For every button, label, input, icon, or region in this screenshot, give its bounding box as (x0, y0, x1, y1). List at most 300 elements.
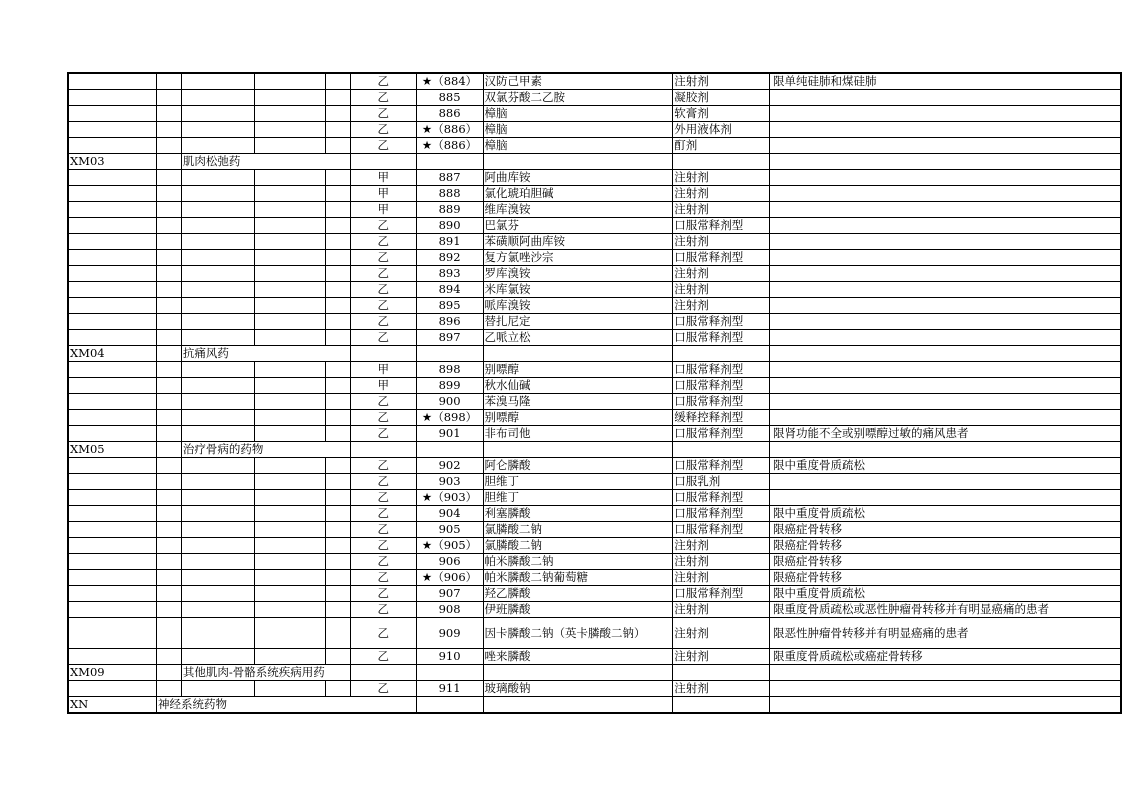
table-row (68, 122, 1121, 138)
sub-cell (326, 73, 351, 90)
category-cell (351, 154, 417, 170)
remark-cell (770, 106, 1121, 122)
sub-cell (157, 266, 182, 282)
code-cell (68, 218, 157, 234)
number-cell: 904 (416, 506, 483, 522)
drug-name-cell: 利塞膦酸 (483, 506, 673, 522)
code-cell (68, 394, 157, 410)
sub-cell (157, 522, 182, 538)
code-cell (68, 170, 157, 186)
number-cell: ★（905） (416, 538, 483, 554)
sub-cell (326, 490, 351, 506)
dosage-form-cell: 口服常释剂型 (673, 490, 770, 506)
code-cell (68, 314, 157, 330)
table-row (68, 346, 1121, 362)
sub-cell (255, 90, 326, 106)
number-cell: ★（906） (416, 570, 483, 586)
dosage-form-cell: 口服常释剂型 (673, 314, 770, 330)
dosage-form-cell: 注射剂 (673, 186, 770, 202)
group-code-cell: XM04 (68, 346, 157, 362)
number-cell: 911 (416, 681, 483, 697)
remark-cell (770, 314, 1121, 330)
dosage-form-cell: 口服常释剂型 (673, 250, 770, 266)
category-cell (351, 665, 417, 681)
drug-catalog-table (67, 72, 1122, 714)
code-cell (68, 298, 157, 314)
top-code-cell: XN (68, 697, 157, 714)
remark-cell: 限癌症骨转移 (770, 522, 1121, 538)
sub-cell (181, 73, 255, 90)
remark-cell (770, 330, 1121, 346)
drug-name-cell: 氯膦酸二钠 (483, 522, 673, 538)
dosage-form-cell (673, 154, 770, 170)
category-cell: 乙 (351, 618, 417, 649)
dosage-form-cell: 口服常释剂型 (673, 362, 770, 378)
sub-cell (181, 618, 255, 649)
dosage-form-cell: 口服常释剂型 (673, 506, 770, 522)
drug-name-cell: 汉防己甲素 (483, 73, 673, 90)
sub-cell (255, 522, 326, 538)
sub-cell (255, 186, 326, 202)
sub-cell (157, 218, 182, 234)
sub-cell (157, 458, 182, 474)
sub-cell (255, 538, 326, 554)
sub-cell (157, 330, 182, 346)
category-cell: 乙 (351, 506, 417, 522)
table-row (68, 330, 1121, 346)
number-cell: 903 (416, 474, 483, 490)
category-cell (351, 346, 417, 362)
sub-cell (326, 506, 351, 522)
category-cell: 乙 (351, 314, 417, 330)
sub-cell (181, 554, 255, 570)
drug-name-cell: 秋水仙碱 (483, 378, 673, 394)
dosage-form-cell: 注射剂 (673, 282, 770, 298)
dosage-form-cell: 注射剂 (673, 602, 770, 618)
group-code-cell: XM05 (68, 442, 157, 458)
number-cell: 890 (416, 218, 483, 234)
code-cell (68, 490, 157, 506)
remark-cell (770, 186, 1121, 202)
remark-cell (770, 122, 1121, 138)
number-cell (416, 346, 483, 362)
category-cell: 乙 (351, 522, 417, 538)
sub-cell (255, 554, 326, 570)
drug-name-cell: 替扎尼定 (483, 314, 673, 330)
drug-name-cell: 维库溴铵 (483, 202, 673, 218)
table-row (68, 378, 1121, 394)
remark-cell: 限重度骨质疏松或恶性肿瘤骨转移并有明显癌痛的患者 (770, 602, 1121, 618)
drug-name-cell: 樟脑 (483, 106, 673, 122)
category-cell: 乙 (351, 394, 417, 410)
dosage-form-cell: 注射剂 (673, 73, 770, 90)
dosage-form-cell: 注射剂 (673, 538, 770, 554)
table-row (68, 554, 1121, 570)
dosage-form-cell: 口服常释剂型 (673, 330, 770, 346)
drug-name-cell (483, 665, 673, 681)
sub-cell (181, 538, 255, 554)
sub-cell (181, 602, 255, 618)
remark-cell (770, 298, 1121, 314)
table-row (68, 474, 1121, 490)
code-cell (68, 554, 157, 570)
drug-name-cell: 双氯芬酸二乙胺 (483, 90, 673, 106)
sub-cell (255, 170, 326, 186)
number-cell: 893 (416, 266, 483, 282)
dosage-form-cell: 软膏剂 (673, 106, 770, 122)
sub-cell (326, 570, 351, 586)
dosage-form-cell: 外用液体剂 (673, 122, 770, 138)
remark-cell: 限中重度骨质疏松 (770, 506, 1121, 522)
number-cell (416, 665, 483, 681)
category-cell: 乙 (351, 266, 417, 282)
dosage-form-cell: 注射剂 (673, 649, 770, 665)
dosage-form-cell: 口服常释剂型 (673, 586, 770, 602)
dosage-form-cell: 注射剂 (673, 681, 770, 697)
number-cell: ★（886） (416, 138, 483, 154)
sub-cell (181, 586, 255, 602)
sub-cell (326, 649, 351, 665)
category-cell: 乙 (351, 538, 417, 554)
sub-cell (255, 250, 326, 266)
sub-cell (157, 122, 182, 138)
table-row (68, 570, 1121, 586)
code-cell (68, 618, 157, 649)
drug-name-cell (483, 346, 673, 362)
category-cell: 乙 (351, 90, 417, 106)
remark-cell: 限癌症骨转移 (770, 538, 1121, 554)
number-cell: 901 (416, 426, 483, 442)
sub-cell (326, 250, 351, 266)
drug-name-cell: 阿仑膦酸 (483, 458, 673, 474)
category-cell: 乙 (351, 458, 417, 474)
dosage-form-cell (673, 665, 770, 681)
dosage-form-cell: 口服常释剂型 (673, 394, 770, 410)
drug-name-cell: 非布司他 (483, 426, 673, 442)
sub-cell (157, 202, 182, 218)
sub-cell (326, 522, 351, 538)
sub-cell (157, 106, 182, 122)
table-row (68, 250, 1121, 266)
sub-cell (255, 138, 326, 154)
number-cell (416, 154, 483, 170)
drug-table-sheet (67, 72, 1122, 714)
sub-cell (157, 154, 182, 170)
remark-cell (770, 282, 1121, 298)
sub-cell (181, 490, 255, 506)
sub-cell (326, 458, 351, 474)
code-cell (68, 250, 157, 266)
remark-cell (770, 266, 1121, 282)
table-row (68, 522, 1121, 538)
category-cell: 乙 (351, 250, 417, 266)
drug-name-cell: 樟脑 (483, 138, 673, 154)
remark-cell (770, 234, 1121, 250)
category-cell: 乙 (351, 410, 417, 426)
number-cell: 895 (416, 298, 483, 314)
sub-cell (255, 649, 326, 665)
sub-cell (255, 681, 326, 697)
sub-cell (326, 282, 351, 298)
sub-cell (326, 602, 351, 618)
dosage-form-cell: 凝胶剂 (673, 90, 770, 106)
number-cell: 902 (416, 458, 483, 474)
sub-cell (326, 394, 351, 410)
sub-cell (157, 538, 182, 554)
drug-name-cell: 玻璃酸钠 (483, 681, 673, 697)
group-code-cell: XM03 (68, 154, 157, 170)
sub-cell (181, 330, 255, 346)
category-cell (351, 697, 417, 714)
sub-cell (157, 346, 182, 362)
table-row (68, 298, 1121, 314)
sub-cell (326, 618, 351, 649)
sub-cell (181, 202, 255, 218)
number-cell: ★（886） (416, 122, 483, 138)
remark-cell (770, 218, 1121, 234)
table-row (68, 426, 1121, 442)
sub-cell (157, 586, 182, 602)
code-cell (68, 90, 157, 106)
sub-cell (326, 538, 351, 554)
table-row (68, 618, 1121, 649)
sub-cell (157, 90, 182, 106)
sub-cell (326, 426, 351, 442)
code-cell (68, 234, 157, 250)
top-title-cell: 神经系统药物 (157, 697, 351, 714)
code-cell (68, 73, 157, 90)
category-cell: 甲 (351, 170, 417, 186)
sub-cell (157, 394, 182, 410)
category-cell: 乙 (351, 602, 417, 618)
dosage-form-cell: 缓释控释剂型 (673, 410, 770, 426)
table-body (68, 73, 1121, 713)
sub-cell (326, 138, 351, 154)
sub-cell (326, 442, 351, 458)
table-row (68, 602, 1121, 618)
code-cell (68, 282, 157, 298)
sub-cell (181, 522, 255, 538)
drug-name-cell: 帕米膦酸二钠葡萄糖 (483, 570, 673, 586)
sub-cell (181, 266, 255, 282)
sub-cell (255, 122, 326, 138)
sub-cell (326, 90, 351, 106)
dosage-form-cell: 酊剂 (673, 138, 770, 154)
number-cell: 894 (416, 282, 483, 298)
sub-cell (157, 506, 182, 522)
remark-cell (770, 681, 1121, 697)
number-cell: 907 (416, 586, 483, 602)
dosage-form-cell: 注射剂 (673, 570, 770, 586)
drug-name-cell: 巴氯芬 (483, 218, 673, 234)
dosage-form-cell: 口服常释剂型 (673, 522, 770, 538)
remark-cell (770, 362, 1121, 378)
code-cell (68, 138, 157, 154)
drug-name-cell: 帕米膦酸二钠 (483, 554, 673, 570)
group-title-cell: 抗痛风药 (181, 346, 325, 362)
code-cell (68, 586, 157, 602)
drug-name-cell: 羟乙膦酸 (483, 586, 673, 602)
sub-cell (157, 554, 182, 570)
table-row (68, 170, 1121, 186)
number-cell: ★（903） (416, 490, 483, 506)
drug-name-cell (483, 697, 673, 714)
sub-cell (181, 570, 255, 586)
category-cell: 乙 (351, 426, 417, 442)
category-cell: 乙 (351, 649, 417, 665)
sub-cell (255, 586, 326, 602)
number-cell: 886 (416, 106, 483, 122)
dosage-form-cell: 口服乳剂 (673, 474, 770, 490)
remark-cell: 限重度骨质疏松或癌症骨转移 (770, 649, 1121, 665)
code-cell (68, 458, 157, 474)
sub-cell (255, 202, 326, 218)
sub-cell (157, 681, 182, 697)
remark-cell (770, 138, 1121, 154)
drug-name-cell: 苯磺顺阿曲库铵 (483, 234, 673, 250)
sub-cell (157, 362, 182, 378)
table-row (68, 649, 1121, 665)
category-cell: 乙 (351, 554, 417, 570)
sub-cell (255, 506, 326, 522)
dosage-form-cell (673, 346, 770, 362)
remark-cell: 限单纯硅肺和煤硅肺 (770, 73, 1121, 90)
remark-cell (770, 394, 1121, 410)
remark-cell: 限中重度骨质疏松 (770, 586, 1121, 602)
sub-cell (326, 298, 351, 314)
code-cell (68, 522, 157, 538)
code-cell (68, 410, 157, 426)
sub-cell (255, 106, 326, 122)
number-cell: 897 (416, 330, 483, 346)
sub-cell (255, 314, 326, 330)
dosage-form-cell: 注射剂 (673, 202, 770, 218)
code-cell (68, 538, 157, 554)
group-code-cell: XM09 (68, 665, 157, 681)
drug-name-cell: 苯溴马隆 (483, 394, 673, 410)
number-cell: ★（884） (416, 73, 483, 90)
number-cell: 905 (416, 522, 483, 538)
code-cell (68, 681, 157, 697)
number-cell: 910 (416, 649, 483, 665)
drug-name-cell: 米库氯铵 (483, 282, 673, 298)
code-cell (68, 602, 157, 618)
sub-cell (255, 218, 326, 234)
sub-cell (255, 234, 326, 250)
table-row (68, 506, 1121, 522)
drug-name-cell: 胆维丁 (483, 490, 673, 506)
table-row (68, 234, 1121, 250)
category-cell: 乙 (351, 586, 417, 602)
table-row (68, 106, 1121, 122)
table-row (68, 538, 1121, 554)
sub-cell (326, 330, 351, 346)
sub-cell (181, 234, 255, 250)
number-cell: 889 (416, 202, 483, 218)
sub-cell (326, 586, 351, 602)
sub-cell (326, 314, 351, 330)
table-row (68, 266, 1121, 282)
table-row (68, 314, 1121, 330)
table-row (68, 394, 1121, 410)
table-row (68, 218, 1121, 234)
remark-cell (770, 202, 1121, 218)
number-cell: 896 (416, 314, 483, 330)
sub-cell (157, 170, 182, 186)
sub-cell (157, 410, 182, 426)
code-cell (68, 330, 157, 346)
remark-cell (770, 697, 1121, 714)
number-cell: 909 (416, 618, 483, 649)
code-cell (68, 266, 157, 282)
number-cell: 908 (416, 602, 483, 618)
sub-cell (157, 665, 182, 681)
sub-cell (157, 426, 182, 442)
table-row (68, 138, 1121, 154)
sub-cell (157, 570, 182, 586)
dosage-form-cell: 注射剂 (673, 618, 770, 649)
sub-cell (181, 649, 255, 665)
sub-cell (255, 330, 326, 346)
sub-cell (181, 122, 255, 138)
remark-cell (770, 170, 1121, 186)
category-cell (351, 442, 417, 458)
category-cell: 乙 (351, 234, 417, 250)
remark-cell: 限中重度骨质疏松 (770, 458, 1121, 474)
sub-cell (157, 186, 182, 202)
sub-cell (157, 250, 182, 266)
drug-name-cell: 唑来膦酸 (483, 649, 673, 665)
table-row (68, 490, 1121, 506)
sub-cell (326, 202, 351, 218)
drug-name-cell: 阿曲库铵 (483, 170, 673, 186)
sub-cell (157, 314, 182, 330)
category-cell: 乙 (351, 122, 417, 138)
drug-name-cell: 别嘌醇 (483, 362, 673, 378)
sub-cell (255, 266, 326, 282)
code-cell (68, 106, 157, 122)
dosage-form-cell: 口服常释剂型 (673, 458, 770, 474)
sub-cell (181, 474, 255, 490)
sub-cell (255, 602, 326, 618)
sub-cell (181, 138, 255, 154)
sub-cell (181, 90, 255, 106)
category-cell: 乙 (351, 474, 417, 490)
drug-name-cell: 别嘌醇 (483, 410, 673, 426)
dosage-form-cell: 口服常释剂型 (673, 378, 770, 394)
remark-cell (770, 490, 1121, 506)
table-row (68, 458, 1121, 474)
drug-name-cell: 因卡膦酸二钠（英卡膦酸二钠） (483, 618, 673, 649)
sub-cell (181, 314, 255, 330)
sub-cell (255, 394, 326, 410)
table-row (68, 681, 1121, 697)
sub-cell (181, 250, 255, 266)
number-cell: 898 (416, 362, 483, 378)
sub-cell (181, 282, 255, 298)
dosage-form-cell: 注射剂 (673, 298, 770, 314)
table-row (68, 586, 1121, 602)
sub-cell (157, 378, 182, 394)
code-cell (68, 362, 157, 378)
table-row (68, 73, 1121, 90)
sub-cell (326, 474, 351, 490)
dosage-form-cell (673, 697, 770, 714)
category-cell: 乙 (351, 330, 417, 346)
sub-cell (181, 218, 255, 234)
drug-name-cell: 复方氯唑沙宗 (483, 250, 673, 266)
code-cell (68, 649, 157, 665)
